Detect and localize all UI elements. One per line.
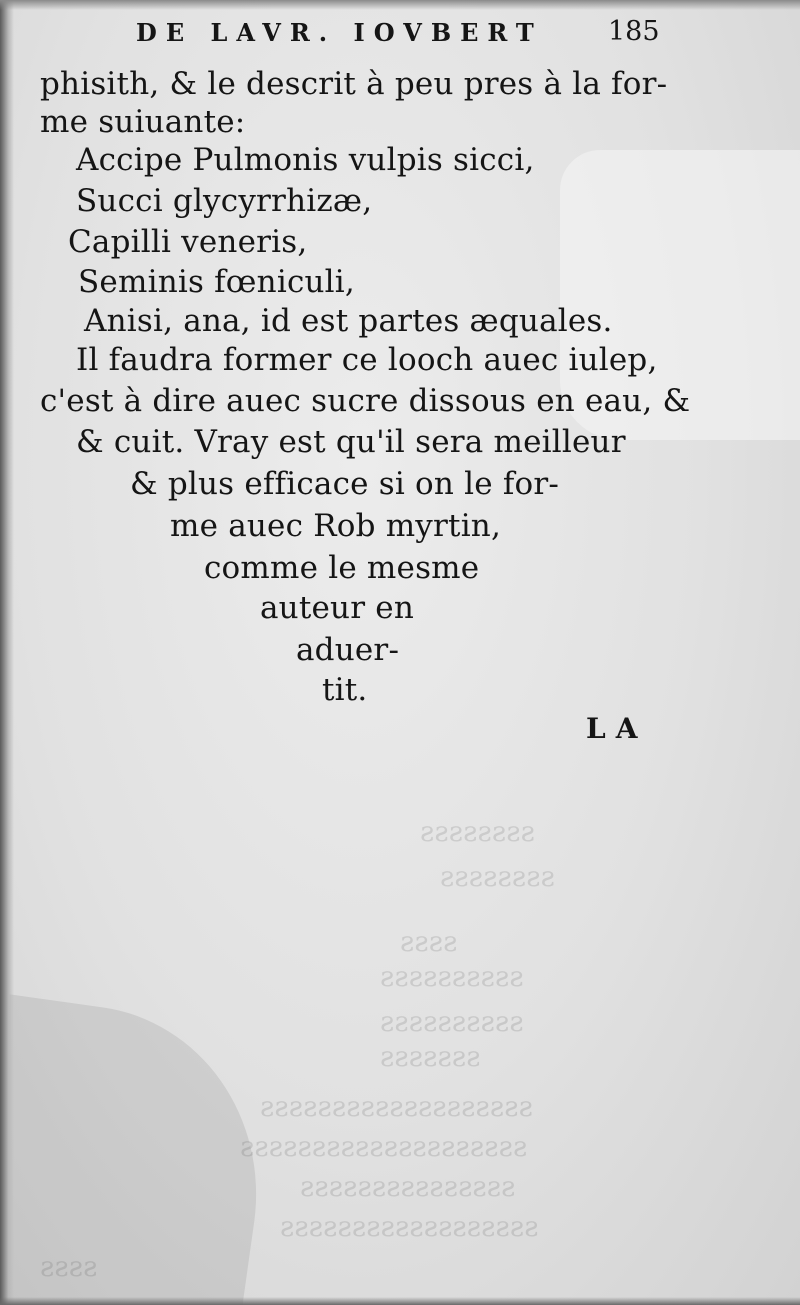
- text-line: Seminis fœniculi,: [78, 264, 355, 300]
- text-line: comme le mesme: [204, 550, 480, 586]
- scan-edge-left: [0, 0, 14, 1305]
- text-line: me auec Rob myrtin,: [170, 508, 502, 544]
- page-header: [0, 14, 800, 54]
- catchword: LA: [586, 712, 648, 745]
- text-line: phisith, & le descrit à peu pres à la for-: [40, 66, 668, 102]
- text-line: auteur en: [260, 590, 414, 626]
- text-line: & cuit. Vray est qu'il sera meilleur: [76, 424, 626, 460]
- running-head: DE LAVR. IOVBERT: [136, 18, 543, 47]
- text-line: Il faudra former ce looch auec iulep,: [76, 342, 658, 378]
- text-line: tit.: [322, 672, 368, 708]
- text-line: c'est à dire auec sucre dissous en eau, &: [40, 383, 691, 419]
- page-number: 185: [608, 16, 660, 47]
- text-line: Capilli veneris,: [68, 224, 308, 260]
- text-line: aduer-: [296, 632, 400, 668]
- scan-edge-top: [0, 0, 800, 10]
- text-line: Anisi, ana, id est partes æquales.: [84, 303, 613, 339]
- text-line: Accipe Pulmonis vulpis sicci,: [76, 142, 535, 178]
- text-line: & plus efficace si on le for-: [130, 466, 560, 502]
- text-line: Succi glycyrrhizæ,: [76, 183, 373, 219]
- scan-edge-bottom: [0, 1297, 800, 1305]
- text-line: me suiuante:: [40, 104, 246, 140]
- show-through-text: ssssssss ssssssss ssss ssssssssss ssssssssss sssssss sssssssssssssssssss ssssssssssssssssssss sssssssssssssss ssssssssssssssssss ssss: [40, 815, 555, 1283]
